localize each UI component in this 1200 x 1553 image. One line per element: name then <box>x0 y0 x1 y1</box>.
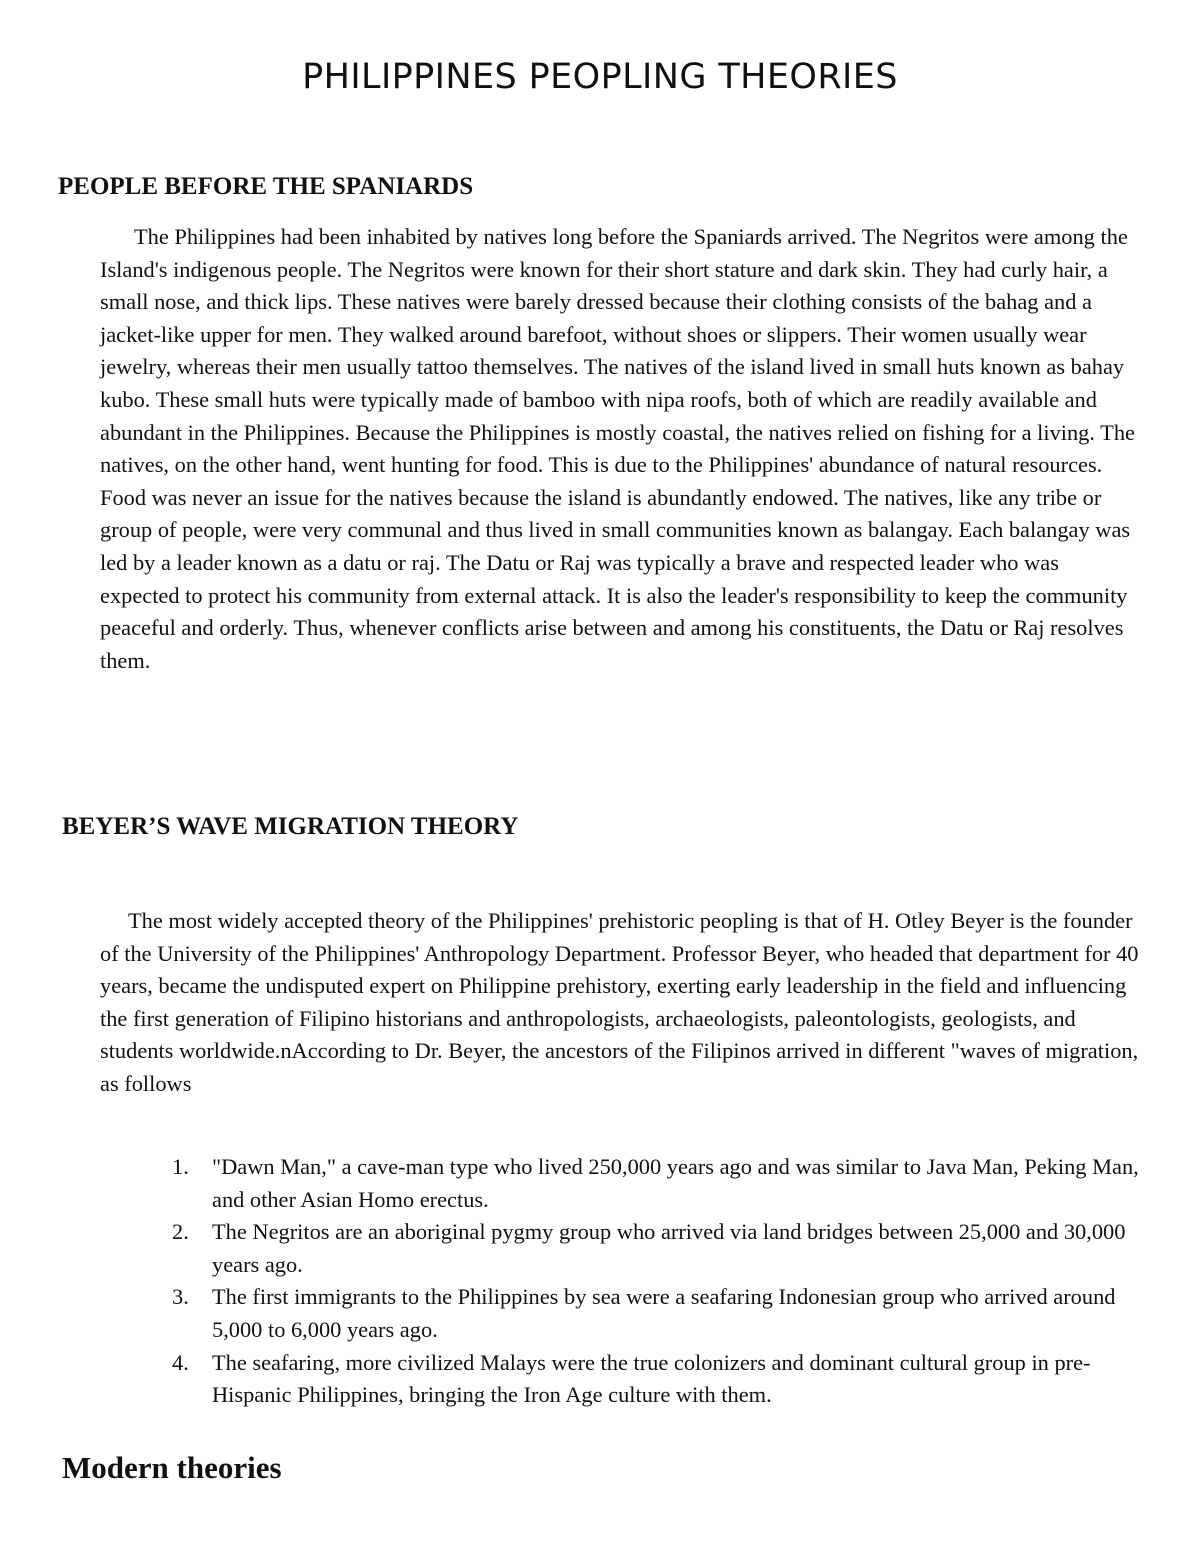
section-heading-modern-theories: Modern theories <box>62 1450 282 1485</box>
list-item-text: The seafaring, more civilized Malays were the true colonizers and dominant cultural group in pre-Hispanic Philippines, bringing the Iron Age culture with them. <box>212 1349 1091 1408</box>
section-heading-beyer-theory: BEYER’S WAVE MIGRATION THEORY <box>62 813 519 840</box>
section-heading-people-before-spaniards: PEOPLE BEFORE THE SPANIARDS <box>58 173 474 200</box>
document-title: PHILIPPINES PEOPLING THEORIES <box>302 57 898 97</box>
list-item <box>160 1216 1140 1281</box>
paragraph-beyer-theory: The most widely accepted theory of the Philippines' prehistoric peopling is that of H. Otley Beyer is the founder of the University of the Philippines' Anthropology Department. Professor Beyer, who headed that department for 40 years, became the undisputed expert on Philippine prehistory, exerting early leadership in the field and influencing the first generation of Filipino historians and anthropologists, archaeologists, paleontologists, geologists, and students worldwide.nAccording to Dr. Beyer, the ancestors of the Filipinos arrived in different "waves of migration, as follows <box>100 908 1139 1096</box>
paragraph-people-before-spaniards: The Philippines had been inhabited by natives long before the Spaniards arrived. The Negritos were among the Island's indigenous people. The Negritos were known for their short stature and dark skin. They had curly hair, a small nose, and thick lips. These natives were barely dressed because their clothing consists of the bahag and a jacket-like upper for men. They walked around barefoot, without shoes or slippers. Their women usually wear jewelry, whereas their men usually tattoo themselves. The natives of the island lived in small huts known as bahay kubo. These small huts were typically made of bamboo with nipa roofs, both of which are readily available and abundant in the Philippines. Because the Philippines is mostly coastal, the natives relied on fishing for a living. The natives, on the other hand, went hunting for food. This is due to the Philippines' abundance of natural resources. Food was never an issue for the natives because the island is abundantly endowed. The natives, like any tribe or group of people, were very communal and thus lived in small communities known as balangay. Each balangay was led by a leader known as a datu or raj. The Datu or Raj was typically a brave and respected leader who was expected to protect his community from external attack. It is also the leader's responsibility to keep the community peaceful and orderly. Thus, whenever conflicts arise between and among his constituents, the Datu or Raj resolves them. <box>100 224 1135 673</box>
list-item-text: The Negritos are an aboriginal pygmy group who arrived via land bridges between 25,000 and 30,000 years ago. <box>212 1219 1126 1277</box>
list-item-number: 2. <box>172 1219 189 1245</box>
list-item-number: 4. <box>172 1349 189 1375</box>
list-item <box>160 1151 1140 1216</box>
migration-waves-list <box>160 1151 1140 1412</box>
list-item <box>160 1281 1140 1346</box>
list-item <box>160 1347 1140 1412</box>
list-item-text: "Dawn Man," a cave-man type who lived 250,000 years ago and was similar to Java Man, Peking Man, and other Asian Homo erectus. <box>212 1154 1139 1212</box>
list-item-number: 1. <box>172 1154 189 1179</box>
list-item-text: The first immigrants to the Philippines by sea were a seafaring Indonesian group who arrived around 5,000 to 6,000 years ago. <box>212 1284 1116 1342</box>
list-item-number: 3. <box>172 1284 189 1310</box>
